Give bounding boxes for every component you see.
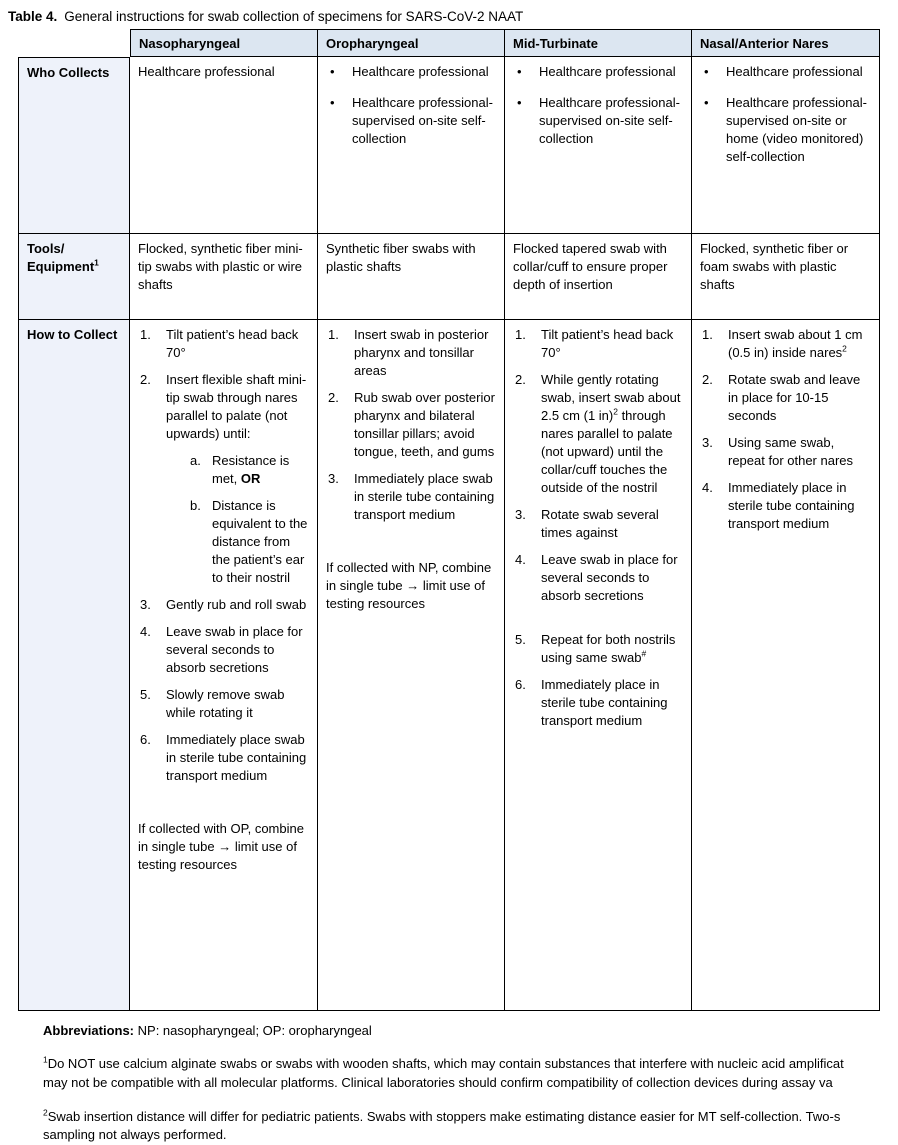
- item-text: Immediately place swab in sterile tube containing transport medium: [166, 732, 307, 783]
- table-cell: [318, 57, 505, 234]
- table-cell: [505, 320, 692, 1011]
- bullet-icon: •: [517, 64, 522, 79]
- item-number: 4.: [515, 552, 526, 567]
- item-number: 5.: [140, 687, 151, 702]
- item-text: Immediately place in sterile tube containing transport medium: [541, 677, 668, 728]
- table-cell: [505, 57, 692, 234]
- bullet-item: [326, 94, 497, 148]
- item-number: 2.: [515, 372, 526, 387]
- bullet-text: Healthcare professional-supervised on-site self-collection: [352, 95, 493, 146]
- item-number: 2.: [140, 372, 151, 387]
- table-cell: [130, 57, 318, 234]
- bullet-text: Healthcare professional: [352, 64, 489, 79]
- bullet-text: Healthcare professional: [726, 64, 863, 79]
- numbered-item: [513, 506, 684, 542]
- numbered-item: [700, 371, 872, 425]
- bullet-text: Healthcare professional-supervised on-site or home (video monitored) self-collection: [726, 95, 867, 164]
- table-cell: [692, 320, 880, 1011]
- item-number: 3.: [140, 597, 151, 612]
- numbered-item: [326, 326, 497, 380]
- table-cell: [692, 234, 880, 320]
- bullet-icon: •: [704, 64, 709, 79]
- item-text: Insert swab about 1 cm (0.5 in) inside nares$^2$: [728, 327, 863, 360]
- item-text: Rotate swab and leave in place for 10-15 seconds: [728, 372, 861, 423]
- item-text: Immediately place swab in sterile tube containing transport medium: [354, 471, 495, 522]
- numbered-item: [513, 371, 684, 497]
- abbreviations-label: Abbreviations:: [43, 1023, 135, 1038]
- bullet-text: Healthcare professional-supervised on-site self-collection: [539, 95, 680, 146]
- table-footer: [43, 1022, 898, 1145]
- item-text: Tilt patient’s head back 70°: [166, 327, 299, 360]
- item-number: 3.: [515, 507, 526, 522]
- numbered-item: [138, 326, 310, 362]
- bullet-text: Healthcare professional: [539, 64, 676, 79]
- item-number: 2.: [328, 390, 339, 405]
- column-header-mid-turbinate: Mid-Turbinate: [505, 29, 692, 57]
- item-number: 2.: [702, 372, 713, 387]
- cell-paragraph: Healthcare professional: [138, 64, 275, 79]
- row-header-how-to-collect: How to Collect: [18, 320, 130, 1011]
- item-text: Rub swab over posterior pharynx and bilateral tonsillar pillars; avoid tongue, teeth, and gums: [354, 390, 495, 459]
- bullet-icon: •: [330, 64, 335, 79]
- item-number: 3.: [702, 435, 713, 450]
- sub-item: [190, 497, 310, 587]
- item-text: Slowly remove swab while rotating it: [166, 687, 285, 720]
- cell-paragraph: Flocked, synthetic fiber or foam swabs with plastic shafts: [700, 241, 849, 292]
- numbered-item: [700, 434, 872, 470]
- cell-paragraph: Flocked tapered swab with collar/cuff to ensure proper depth of insertion: [513, 241, 668, 292]
- bullet-item: [700, 94, 872, 166]
- footnote-line: $^1$Do NOT use calcium alginate swabs or swabs with wooden shafts, which may contain substances that interfere with nucleic acid amplificat: [43, 1054, 844, 1071]
- numbered-item: [138, 596, 310, 614]
- sub-item-text: Resistance is met, OR: [212, 453, 290, 486]
- table-title-text: General instructions for swab collection of specimens for SARS-CoV-2 NAAT: [64, 9, 524, 24]
- cell-paragraph: If collected with OP, combine in single tube → limit use of testing resources: [138, 821, 304, 872]
- cell-paragraph: Flocked, synthetic fiber mini-tip swabs with plastic or wire shafts: [138, 241, 303, 292]
- item-number: 1.: [140, 327, 151, 342]
- bullet-item: [326, 63, 497, 81]
- column-header-nasopharyngeal: Nasopharyngeal: [130, 29, 318, 57]
- table-cell: [130, 320, 318, 1011]
- item-number: 6.: [515, 677, 526, 692]
- footnote-2: [43, 1108, 898, 1145]
- bullet-icon: •: [330, 95, 335, 110]
- sub-item-label: b.: [190, 498, 201, 513]
- footnote-line: $^2$Swab insertion distance will differ for pediatric patients. Swabs with stoppers make estimating distance easier for MT self-collection. Two-s: [43, 1107, 841, 1124]
- table-cell: [318, 320, 505, 1011]
- table-title: [8, 9, 898, 24]
- sub-item-label: a.: [190, 453, 201, 468]
- bullet-item: [513, 63, 684, 81]
- item-text: Tilt patient’s head back 70°: [541, 327, 674, 360]
- footnote-1: [43, 1055, 898, 1093]
- item-number: 4.: [140, 624, 151, 639]
- spacer: [326, 533, 497, 559]
- item-number: 4.: [702, 480, 713, 495]
- column-header-oropharyngeal: Oropharyngeal: [318, 29, 505, 57]
- abbreviations-line: [43, 1022, 898, 1041]
- numbered-item: [513, 326, 684, 362]
- row-header-who-collects: Who Collects: [18, 57, 130, 234]
- numbered-item: [326, 470, 497, 524]
- item-number: 6.: [140, 732, 151, 747]
- numbered-item: [138, 686, 310, 722]
- item-number: 1.: [702, 327, 713, 342]
- cell-paragraph: If collected with NP, combine in single tube → limit use of testing resources: [326, 560, 492, 611]
- numbered-item: [700, 479, 872, 533]
- numbered-item: [700, 326, 872, 362]
- table-cell: [505, 234, 692, 320]
- table-title-label: Table 4.: [8, 9, 58, 24]
- row-header-tools-equipment: Tools/ Equipment$^1$: [18, 234, 130, 320]
- sub-item-text: Distance is equivalent to the distance from the patient’s ear to their nostril: [212, 498, 308, 585]
- numbered-item: [513, 631, 684, 667]
- item-text: Using same swab, repeat for other nares: [728, 435, 854, 468]
- item-text: Insert swab in posterior pharynx and tonsillar areas: [354, 327, 489, 378]
- bullet-icon: •: [704, 95, 709, 110]
- column-header-nasal-anterior-nares: Nasal/Anterior Nares: [692, 29, 880, 57]
- item-text: Immediately place in sterile tube containing transport medium: [728, 480, 855, 531]
- abbreviations-text: NP: nasopharyngeal; OP: oropharyngeal: [137, 1023, 372, 1038]
- item-number: 1.: [328, 327, 339, 342]
- table-cell: [692, 57, 880, 234]
- numbered-item: [513, 676, 684, 730]
- item-text: Insert flexible shaft mini-tip swab through nares parallel to palate (not upwards) until:: [166, 372, 307, 441]
- numbered-item: [513, 551, 684, 605]
- corner-cell: [18, 29, 130, 57]
- item-number: 3.: [328, 471, 339, 486]
- bullet-icon: •: [517, 95, 522, 110]
- cell-paragraph: Synthetic fiber swabs with plastic shafts: [326, 241, 476, 274]
- numbered-item: [138, 623, 310, 677]
- footnote-line: may not be compatible with all molecular platforms. Clinical laboratories should confirm compatibility of collection devices during assay va: [43, 1074, 833, 1090]
- footnote-line: sampling not always performed.: [43, 1127, 227, 1143]
- bullet-item: [700, 63, 872, 81]
- item-text: Gently rub and roll swab: [166, 597, 307, 612]
- numbered-item: [326, 389, 497, 461]
- item-text: Leave swab in place for several seconds to absorb secretions: [541, 552, 678, 603]
- item-text: While gently rotating swab, insert swab about 2.5 cm (1 in)$^2$ through nares parallel to palate (not upward) until the collar/cuff touches the outside of the nostril: [541, 372, 681, 495]
- table-cell: [318, 234, 505, 320]
- table-cell: [130, 234, 318, 320]
- swab-collection-table: [18, 29, 880, 1011]
- item-number: 5.: [515, 632, 526, 647]
- sub-item: [190, 452, 310, 488]
- bullet-item: [513, 94, 684, 148]
- spacer: [138, 794, 310, 820]
- numbered-item: [138, 731, 310, 785]
- item-number: 1.: [515, 327, 526, 342]
- item-text: Leave swab in place for several seconds to absorb secretions: [166, 624, 303, 675]
- item-text: Rotate swab several times against: [541, 507, 659, 540]
- numbered-item: [138, 371, 310, 443]
- item-text: Repeat for both nostrils using same swab#: [541, 632, 676, 665]
